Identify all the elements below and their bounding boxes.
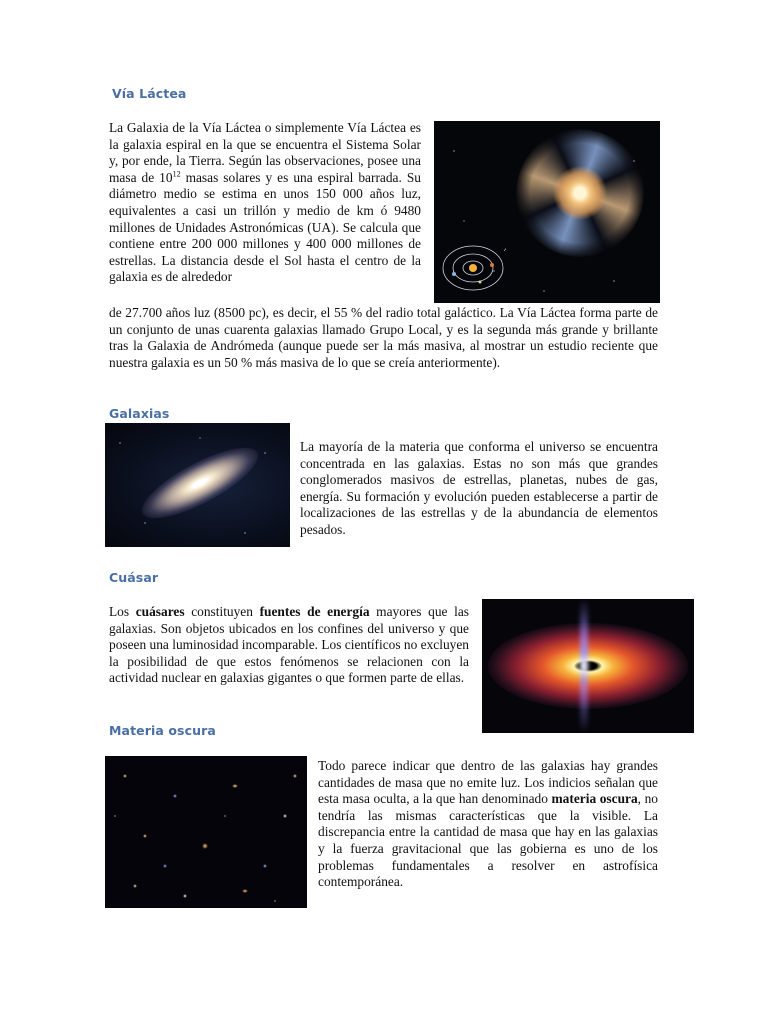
heading-via-lactea: Vía Láctea (112, 86, 187, 101)
via-lactea-paragraph-full: de 27.700 años luz (8500 pc), es decir, el 55 % del radio total galáctico. La Vía Láctea forma parte de un conjunto de unas cuarenta galaxias llamado Grupo Local, y es la segunda más grande y brillante tras la Galaxia de Andrómeda (aunque puede ser la más masiva, al mostrar un estudio reciente que nuestra galaxia es un 50 % más masiva de lo que se creía anteriormente). (109, 305, 658, 370)
materia-oscura-text-2: , no tendría las mismas características que la visible. La discrepancia entre la cantidad de masa que hay en las galaxias y la fuerza gravitacional que las gobierna es uno de los problemas fundamentales a resolver en astrofísica contemporánea. (318, 791, 658, 890)
galaxy-field (105, 756, 307, 908)
via-lactea-text-2: masas solares y es una espiral barrada. Su diámetro medio se estima en unos 150 000 años luz, equivalentes a casi un trillón y medio de km ó 9480 millones de Unidades Astronómicas (UA). Se calcula que contiene entre 200 000 millones y 400 000 millones de estrellas. La distancia desde el Sol hasta el centro de la galaxia es de alrededor (109, 169, 421, 285)
materia-oscura-bold: materia oscura (551, 791, 638, 807)
cuasar-bold-2: fuentes de energía (259, 604, 370, 619)
cuasar-paragraph (109, 604, 469, 687)
heading-galaxias: Galaxias (109, 406, 170, 421)
cuasar-text-1: Los (109, 604, 136, 619)
quasar-jet (580, 599, 588, 733)
heading-materia-oscura: Materia oscura (109, 723, 216, 738)
cuasar-text-2: constituyen (184, 604, 260, 619)
galaxias-paragraph: La mayoría de la materia que conforma el universo se encuentra concentrada en las galaxias. Estas no son más que grandes conglomerados masivos de estrellas, planetas, nubes de gas, energía. Su formación y evolución pueden establecerse a partir de localizaciones de las estrellas y de la abundancia de elementos pesados. (300, 439, 658, 537)
solar-system-inset (440, 241, 506, 295)
via-lactea-text-1: La Galaxia de la Vía Láctea o simplemente Vía Láctea es la galaxia espiral en la que se encuentra el Sistema Solar y, por ende, la Tierra. Según las observaciones, posee una masa de 10 (109, 120, 421, 185)
accretion-disk (488, 623, 688, 709)
via-lactea-paragraph-wrapped (109, 120, 421, 286)
cuasar-text-3: mayores que las galaxias. Son objetos ubicados en los confines del universo y que poseen una luminosidad incomparable. Los científicos no excluyen la posibilidad de que estos fenómenos se relacionen con la actividad nuclear en galaxias gigantes o que formen parte de ellas. (109, 604, 469, 686)
via-lactea-exponent: 12 (172, 169, 181, 179)
materia-oscura-text-1: Todo parece indicar que dentro de las galaxias hay grandes cantidades de masa que no emite luz. Los indicios señalan que esta masa oculta, a la que han denominado (318, 758, 658, 807)
heading-cuasar: Cuásar (109, 570, 159, 585)
quasar-image (482, 599, 694, 733)
deep-field-image (105, 756, 307, 908)
spiral-galaxy (516, 129, 644, 257)
materia-oscura-paragraph (318, 758, 658, 891)
andromeda-galaxy-image (105, 423, 290, 547)
milky-way-image (434, 121, 660, 303)
cuasar-bold-1: cuásares (135, 604, 185, 619)
